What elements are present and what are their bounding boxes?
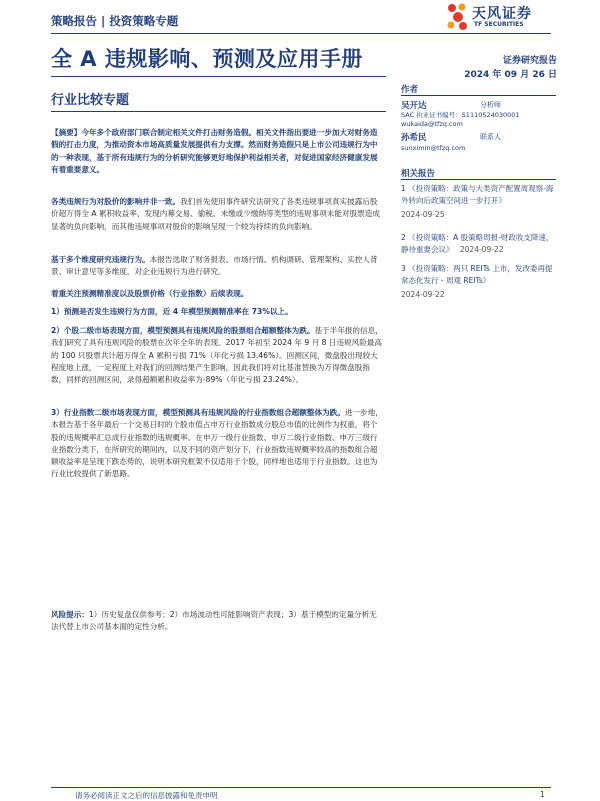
related-report-item[interactable] <box>401 183 559 221</box>
logo-en-text: TF SECURITIES <box>474 21 524 28</box>
paragraph-body: 进一步地，本报告基于各年最后一个交易日时的个股市值占申万行业指数成分股总市值的比例作为权重，将个股的违规概率汇总成行业指数的违规概率。在申万一级行业指数、申万二级行业指数、申万三级行业指数分类下，在所研究的期间内，以及不同的资产划分下，行业指数违规概率较高的指数组合超额收益率是呈现下跌态势的，说明本研究框架不仅适用于个股，同样地也适用于行业指数。这也为行业比较提供了新思路。 <box>51 408 383 479</box>
author-role: 分析师 <box>480 101 501 109</box>
risk-paragraph <box>51 609 384 634</box>
subtitle-divider <box>51 111 386 112</box>
paragraph-body: 本报告选取了财务报表、市场行情、机构调研、管理架构、实控人背景、审计意见等多维度，对企业违规行为进行研究。 <box>51 255 378 277</box>
report-type: 证券研究报告 <box>502 56 557 66</box>
logo-cn-text: 天风证券 <box>472 6 532 22</box>
paragraph-lead: 基于多个维度研究违规行为。 <box>51 255 150 264</box>
related-report-date: 2024-09-22 <box>459 245 504 254</box>
related-heading: 相关报告 <box>401 169 436 179</box>
paragraph-3 <box>51 288 384 300</box>
paragraph-lead: 各类违规行为对股价的影响并非一致。 <box>51 197 181 206</box>
paragraph-5 <box>51 325 384 386</box>
risk-lead: 风险提示： <box>51 610 89 619</box>
header-divider <box>51 33 551 34</box>
report-date: 2024 年 09 月 26 日 <box>464 70 557 80</box>
title-divider <box>51 76 386 77</box>
paragraph-6 <box>51 407 384 481</box>
footer-divider <box>51 787 551 788</box>
paragraph-lead: 1）预测是否发生违规行为方面，近 4 年模型预测精准率在 73%以上。 <box>51 307 293 316</box>
related-report-item[interactable] <box>401 263 559 301</box>
related-report-title[interactable]: 3 《投资策略：两只 REITs 上市，发改委再提常态化发行 - 周观 REITs》 <box>401 264 553 285</box>
author-name: 吴开达 <box>401 101 427 111</box>
footer-disclaimer: 请务必阅读正文之后的信息披露和免责申明 <box>75 791 218 800</box>
brand-logo <box>446 2 556 34</box>
report-title: 全 A 违规影响、预测及应用手册 <box>51 47 363 71</box>
risk-body: 1）历史复盘仅供参考；2）市场波动性可能影响资产表现；3）基于模型的定量分析无法代替上市公司基本面的定性分析。 <box>51 610 377 632</box>
authors-heading: 作者 <box>401 85 419 95</box>
paragraph-lead: 2）个股二级市场表现方面，模型预测具有违规风险的股票组合超额整体为跌。 <box>51 326 315 335</box>
logo-mark-icon <box>446 3 470 33</box>
related-report-date: 2024-09-22 <box>401 290 445 299</box>
related-report-date: 2024-09-25 <box>401 210 445 219</box>
paragraph-lead: 3）行业指数二级市场表现方面，模型预测具有违规风险的行业指数组合超额整体为跌。 <box>51 408 345 417</box>
related-report-title[interactable]: 1 《投资策略：政策与大类资产配置周观察-海外转向后政策空间进一步打开》 <box>401 184 554 205</box>
author-email[interactable]: wukaida@tfzq.com <box>401 120 463 128</box>
author-cert: SAC 执业证书编号：S1110524030001 <box>401 111 520 119</box>
paragraph-4 <box>51 306 384 318</box>
related-report-title[interactable]: 2 《投资策略：A 股策略周报-财政收支降速，静待重要会议》 <box>401 233 554 254</box>
related-divider <box>401 179 556 180</box>
author-email[interactable]: sunximin@tfzq.com <box>401 144 466 152</box>
paragraph-body: 基于半年报的信息，我们研究了具有违规风险的股票在次年全年的表现。2017 年初至 2024 年 9 月 8 日违规风险最高的 100 只股票共计超万得全 A 累积亏损 71%（年化亏损 13.46%）。回测区间，微盘股出现较大程度地上涨，一定程度上对我们的回测结果产生影响，因此我们将对比基准替换为万得微盘股指数，同样的回测区间，录得超额累积收益率为-89%（年化亏损 23.24%）。 <box>51 326 383 385</box>
related-report-item[interactable] <box>401 232 559 256</box>
report-category: 策略报告 | 投资策略专题 <box>51 14 179 28</box>
report-subtitle: 行业比较专题 <box>51 93 130 108</box>
page-number: 1 <box>540 790 545 799</box>
abstract-text: 【摘要】今年多个政府部门联合制定相关文件打击财务造假。相关文件指出要进一步加大对财务造假的打击力度，为推动资本市场高质量发展提供有力支撑。然而财务造假只是上市公司违规行为中的一种表现，基于所有违规行为的分析研究能够更好地保护利益相关者，对促进国家经济健康发展有着重要意义。 <box>51 128 378 174</box>
paragraph-1 <box>51 196 384 233</box>
paragraph-lead: 着重关注预测精准度以及股票价格（行业指数）后续表现。 <box>51 289 249 298</box>
authors-divider <box>401 95 556 96</box>
abstract-paragraph <box>51 127 384 176</box>
author-role: 联系人 <box>480 133 501 141</box>
paragraph-2 <box>51 254 384 279</box>
author-name: 孙希民 <box>401 133 427 143</box>
paragraph-body: 我们首先使用事件研究法研究了各类违规事项真实披露后股价超万得全 A 累积收益率，发现内幕交易、偷税、未缴或少缴纳等类型的违规事项未能对股票造成显著的负向影响，而其他违规事项对股价的影响呈现一个较为持续的负向影响。 <box>51 197 380 231</box>
